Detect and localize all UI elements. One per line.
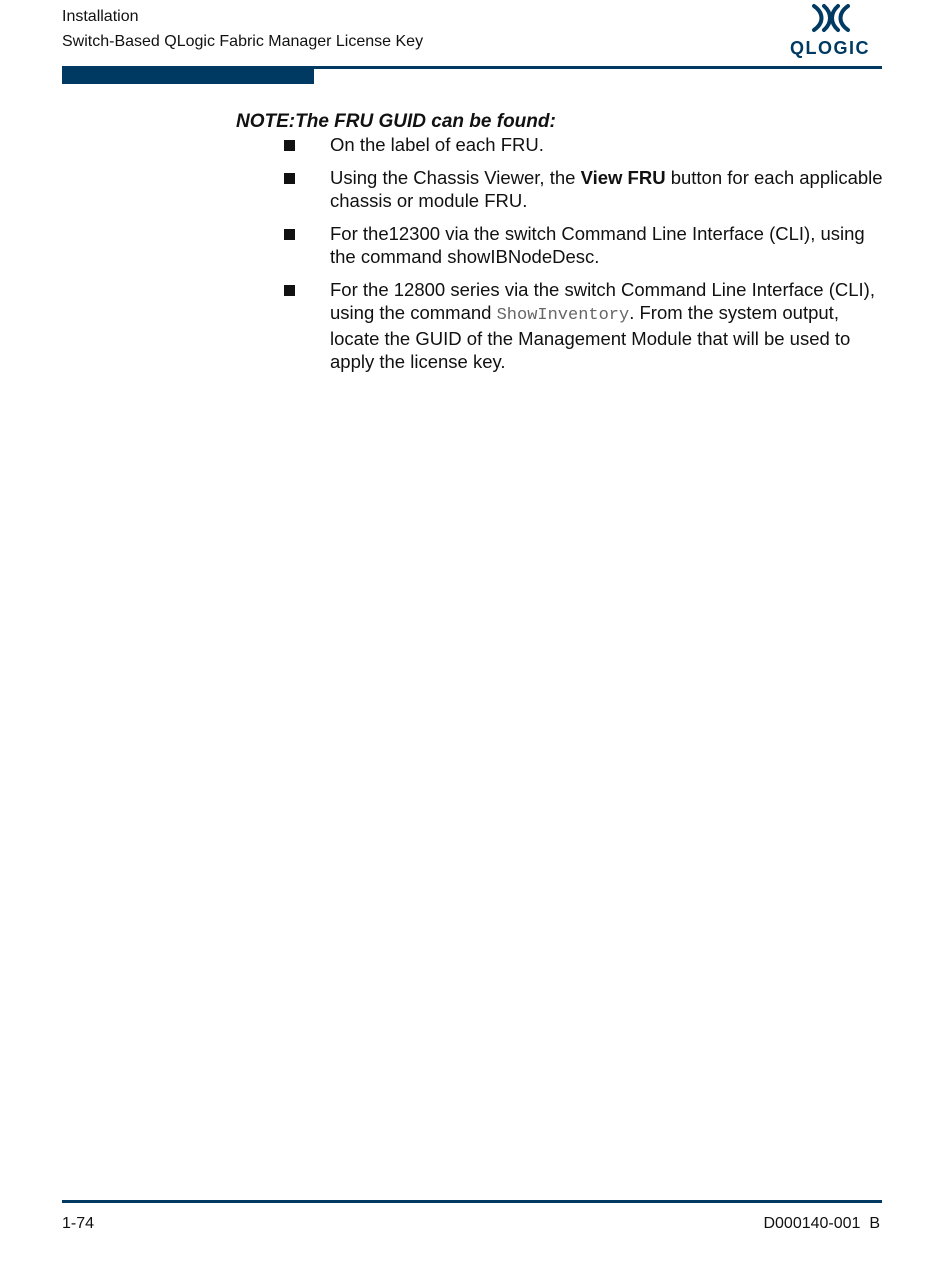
- logo-text: QLOGIC: [790, 38, 870, 58]
- header-section: Installation: [62, 8, 139, 25]
- view-fru-label: View FRU: [580, 167, 666, 188]
- qlogic-logo: [788, 3, 880, 59]
- note-bullet-list: [284, 133, 884, 383]
- list-item-text: On the label of each FRU.: [330, 134, 544, 155]
- square-bullet-icon: [284, 229, 295, 240]
- list-item-text: . From the system output, locate the GUID of the Management Module that will be used to apply the license key.: [330, 302, 851, 372]
- list-item: [284, 166, 884, 212]
- list-item: [284, 278, 884, 373]
- header-rule-block: [62, 66, 314, 84]
- square-bullet-icon: [284, 173, 295, 184]
- list-item-text: For the 12800 series via the switch Command Line Interface (CLI), using the command: [330, 279, 875, 323]
- list-item-text: For the12300 via the switch Command Line Interface (CLI), using the command showIBNodeDesc.: [330, 223, 865, 267]
- qlogic-logo-icon: [810, 3, 852, 33]
- document-number: D000140-001 B: [763, 1215, 880, 1232]
- square-bullet-icon: [284, 140, 295, 151]
- footer-rule: [62, 1200, 882, 1203]
- list-item: [284, 133, 884, 156]
- list-item-text: Using the Chassis Viewer, the: [330, 167, 581, 188]
- command-code: ShowInventory: [496, 306, 630, 325]
- page-number: 1-74: [62, 1215, 95, 1232]
- header-title: Switch-Based QLogic Fabric Manager License Key: [62, 33, 424, 50]
- list-item-text: button for each applicable chassis or module FRU.: [330, 167, 883, 211]
- square-bullet-icon: [284, 285, 295, 296]
- list-item: [284, 222, 884, 268]
- note-heading: NOTE:The FRU GUID can be found:: [236, 111, 556, 132]
